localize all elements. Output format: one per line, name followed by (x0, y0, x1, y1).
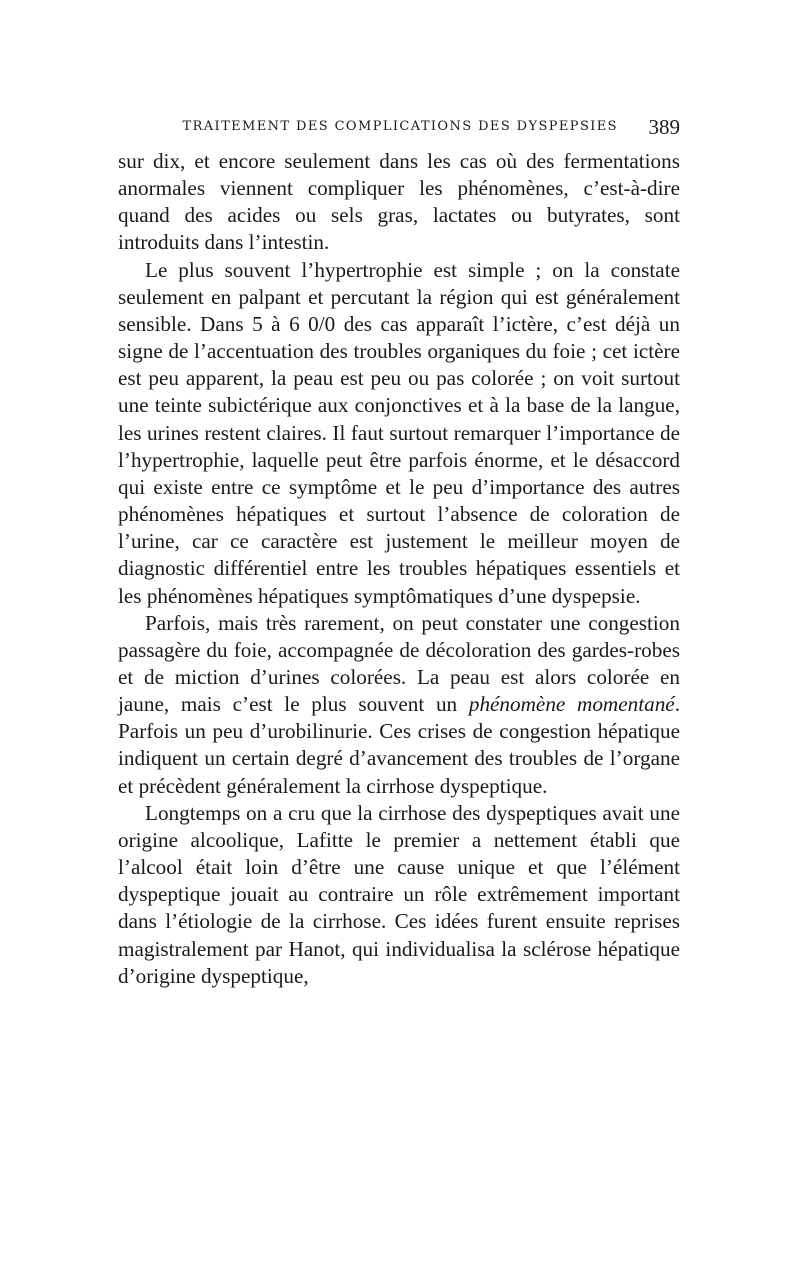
book-page (118, 112, 680, 990)
paragraph-3-text-start: Parfois, mais très rarement, on peut constater une congestion passagère du foie, accompagnée de décoloration des gardes-robes et de miction d’urines colorées. La peau est alors colorée en jaune, mais c’est le plus souvent un (118, 610, 680, 717)
page-number: 389 (648, 115, 680, 139)
paragraph-1: sur dix, et encore seulement dans les cas où des fermentations anormales viennent compliquer les phénomènes, c’est-à-dire quand des acides ou sels gras, lactates ou butyrates, sont introduits dans l’intestin. (118, 149, 680, 255)
body-text (118, 148, 680, 990)
paragraph-2: Le plus souvent l’hypertrophie est simple ; on la constate seulement en palpant et percutant la région qui est généralement sensible. Dans 5 à 6 0/0 des cas apparaît l’ictère, c’est déjà un signe de l’accentuation des troubles organiques du foie ; cet ictère est peu apparent, la peau est peu ou pas colorée ; on voit surtout une teinte subictérique aux conjonctives et à la base de la langue, les urines restent claires. Il faut surtout remarquer l’importance de l’hypertrophie, laquelle peut être parfois énorme, et le désaccord qui existe entre ce symptôme et le peu d’importance des autres phénomènes hépatiques et surtout l’absence de coloration de l’urine, car ce caractère est justement le meilleur moyen de diagnostic différentiel entre les troubles hépatiques essentiels et les phénomènes hépatiques symptômatiques d’une dyspepsie. (118, 257, 680, 608)
running-header (118, 112, 680, 142)
paragraph-3-text-end: . Parfois un peu d’urobilinurie. Ces crises de congestion hépatique indiquent un certain degré d’avancement des troubles de l’organe et précèdent généralement la cirrhose dyspeptique. (118, 692, 680, 798)
running-title: TRAITEMENT DES COMPLICATIONS DES DYSPEPSIES (182, 119, 618, 134)
italic-phrase: phénomène momentané (468, 692, 675, 717)
paragraph-3 (118, 610, 680, 800)
paragraph-4: Longtemps on a cru que la cirrhose des dyspeptiques avait une origine alcoolique, Lafitte le premier a nettement établi que l’alcool était loin d’être une cause unique et que l’élément dyspeptique jouait au contraire un rôle extrêmement important dans l’étiologie de la cirrhose. Ces idées furent ensuite reprises magistralement par Hanot, qui individualisa la sclérose hépatique d’origine dyspeptique, (118, 800, 680, 988)
